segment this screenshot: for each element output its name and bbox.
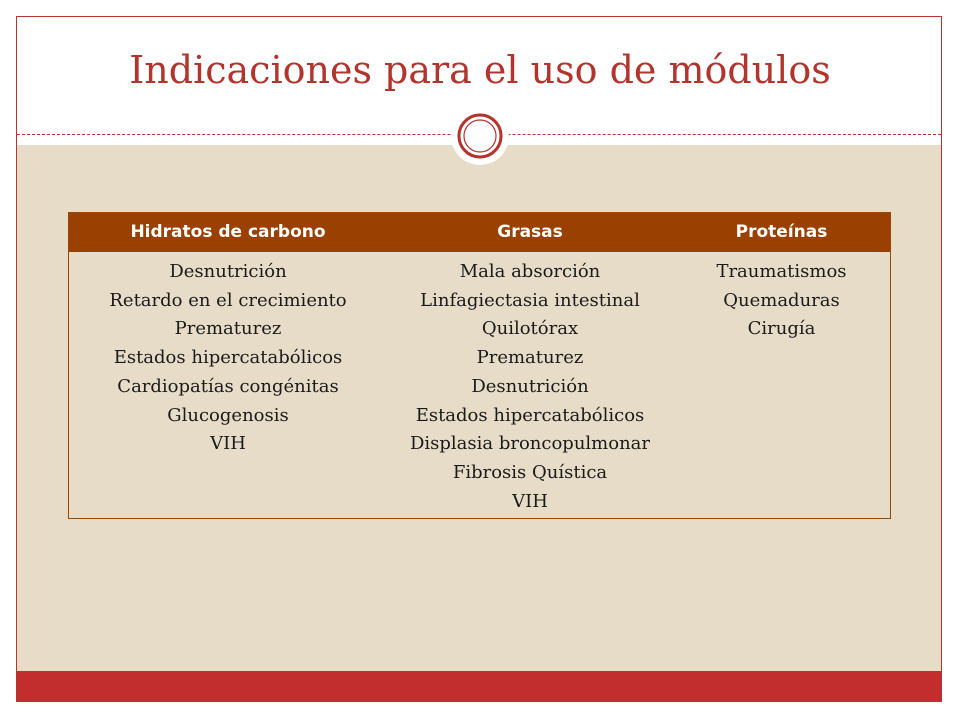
table-cell: Desnutrición <box>169 261 287 282</box>
table-cell: Retardo en el crecimiento <box>109 289 347 311</box>
circle-ornament-icon <box>449 105 511 167</box>
table-header-row <box>69 213 890 252</box>
table-cell: Quilotórax <box>481 318 579 340</box>
table-body-row <box>69 258 890 516</box>
table-cell: Prematurez <box>174 318 282 340</box>
slide-title: Indicaciones para el uso de módulos <box>129 48 831 92</box>
column-proteins <box>673 258 890 516</box>
table-cell: Fibrosis Quística <box>452 461 608 483</box>
header-cell-fats: Grasas <box>497 222 563 242</box>
column-carbohydrates <box>69 258 387 516</box>
table-cell: VIH <box>210 433 246 455</box>
table-cell: Linfagiectasia intestinal <box>420 289 640 311</box>
table-cell: VIH <box>512 490 548 512</box>
header-cell-carbohydrates: Hidratos de carbono <box>130 222 326 242</box>
footer-bar <box>17 671 941 701</box>
header-cell-proteins: Proteínas <box>735 222 828 242</box>
table-cell: Estados hipercatabólicos <box>113 347 343 369</box>
indications-table <box>68 212 891 519</box>
table-cell: Traumatismos <box>716 261 847 282</box>
table-cell: Cirugía <box>747 318 816 340</box>
column-fats <box>387 258 673 516</box>
table-cell: Cardiopatías congénitas <box>117 375 339 397</box>
table-cell: Mala absorción <box>459 261 601 282</box>
table-cell: Quemaduras <box>723 289 840 311</box>
table-cell: Prematurez <box>476 347 584 369</box>
table-cell: Desnutrición <box>471 375 589 397</box>
table-cell: Glucogenosis <box>167 404 289 426</box>
table-cell: Estados hipercatabólicos <box>415 404 645 426</box>
table-cell: Displasia broncopulmonar <box>409 433 651 455</box>
